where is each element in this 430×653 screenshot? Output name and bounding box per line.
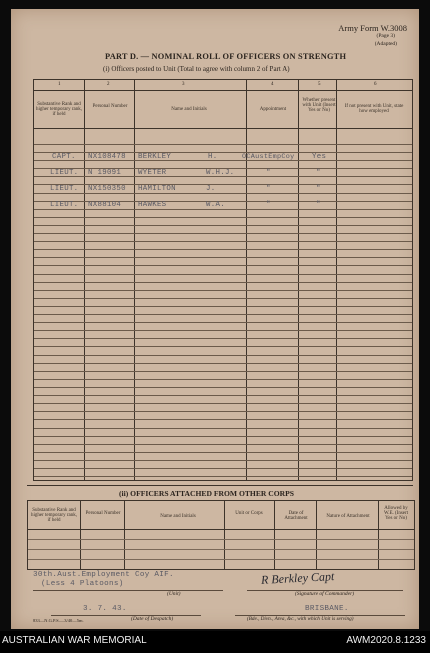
row-3-rank: LIEUT. xyxy=(50,185,79,193)
col-number-4: 4 xyxy=(271,82,274,87)
ruled-line xyxy=(34,298,412,299)
ruled-line xyxy=(34,460,412,461)
printer-code: 833—N.G.P.S.—3/40—5m. xyxy=(33,618,84,623)
ruled-line xyxy=(34,322,412,323)
commander-signature: R Berkley Capt xyxy=(260,569,335,587)
row-1-number: NX108478 xyxy=(88,153,126,161)
header-personal-number: Personal Number xyxy=(92,104,128,109)
ruled-line xyxy=(34,249,412,250)
att-header-divider xyxy=(28,529,414,530)
ruled-line xyxy=(34,274,412,275)
ruled-line xyxy=(34,411,412,412)
row-4-rank: LIEUT. xyxy=(50,201,79,209)
ruled-line xyxy=(34,257,412,258)
ruled-line xyxy=(34,330,412,331)
ruled-line xyxy=(34,290,412,291)
ruled-line xyxy=(34,209,412,210)
col-line-1 xyxy=(84,80,85,480)
header-divider xyxy=(34,128,412,129)
row-4-name: HAWKES xyxy=(138,201,167,209)
att-row-3 xyxy=(28,559,414,560)
header-present: Whether present with Unit (Insert Yes or No) xyxy=(302,98,336,113)
ruled-line xyxy=(34,419,412,420)
unit-label: (Unit) xyxy=(167,591,181,597)
ruled-line xyxy=(34,355,412,356)
col-number-6: 6 xyxy=(374,82,377,87)
part-d-subtitle: (i) Officers posted to Unit (Total to agree with column 2 of Part A) xyxy=(103,65,290,73)
row-4-present: " xyxy=(316,201,321,209)
unit-line xyxy=(33,590,223,591)
att-header-rank: Substantive Rank and higher temporary rank, if held xyxy=(31,508,77,523)
row-2-appointment: " xyxy=(266,169,271,177)
unit-typed: 30th.Aust.Employment Coy AIF. xyxy=(33,571,174,579)
ruled-line xyxy=(34,306,412,307)
form-page xyxy=(11,9,419,629)
ruled-line xyxy=(34,225,412,226)
date-line xyxy=(51,615,201,616)
attached-officers-table xyxy=(27,500,415,570)
archive-name: AUSTRALIAN WAR MEMORIAL xyxy=(2,635,147,646)
row-2-name: WYETER xyxy=(138,169,167,177)
row-3-name: HAMILTON xyxy=(138,185,176,193)
row-4-number: NX88104 xyxy=(88,201,122,209)
ruled-line xyxy=(34,444,412,445)
att-row-1 xyxy=(28,539,414,540)
page-note: (Page 3) xyxy=(376,33,395,39)
part-ii-rule xyxy=(27,485,413,486)
serving-place: BRISBANE. xyxy=(305,605,349,613)
row-3-present: " xyxy=(316,185,321,193)
archive-id: AWM2020.8.1233 xyxy=(346,635,426,646)
col-line-3 xyxy=(246,80,247,480)
att-header-nature: Nature of Attachment xyxy=(326,514,370,519)
ruled-line xyxy=(34,371,412,372)
ruled-line xyxy=(34,241,412,242)
row-1-present: Yes xyxy=(312,153,327,161)
row-3-appointment: " xyxy=(266,185,271,193)
row-1-appointment: OCAustEmpCoy xyxy=(242,153,295,161)
col-number-2: 2 xyxy=(107,82,110,87)
att-header-number: Personal Number xyxy=(85,511,121,516)
att-header-allowed: Allowed by W.E. (Insert Yes or No) xyxy=(383,506,409,521)
row-1-name: BERKLEY xyxy=(138,153,172,161)
row-2-number: N 19091 xyxy=(88,169,122,177)
col-line-2 xyxy=(134,80,135,480)
officers-on-strength-table xyxy=(33,79,413,481)
despatch-date: 3. 7. 43. xyxy=(83,605,127,613)
row-4-appointment: " xyxy=(266,201,271,209)
header-rank: Substantive Rank and higher temporary rank, if held xyxy=(36,102,82,117)
ruled-line xyxy=(34,282,412,283)
part-ii-title: (ii) OFFICERS ATTACHED FROM OTHER CORPS xyxy=(119,489,295,498)
signature-label: (Signature of Commander) xyxy=(295,591,355,597)
ruled-line xyxy=(34,428,412,429)
col-number-1: 1 xyxy=(58,82,61,87)
ruled-line xyxy=(34,193,412,194)
att-header-unit: Unit or Corps xyxy=(235,511,263,516)
col-number-3: 3 xyxy=(182,82,185,87)
row-1-initials: H. xyxy=(208,153,218,161)
part-d-title: PART D. — NOMINAL ROLL OF OFFICERS ON STRENGTH xyxy=(105,52,347,61)
col-line-4 xyxy=(298,80,299,480)
ruled-line xyxy=(34,265,412,266)
ruled-line xyxy=(34,476,412,477)
att-header-date: Date of Attachment xyxy=(284,511,308,521)
ruled-line xyxy=(34,217,412,218)
row-4-initials: W.A. xyxy=(206,201,225,209)
header-name: Name and Initials xyxy=(171,107,207,112)
col-number-divider xyxy=(34,90,412,91)
ruled-line xyxy=(34,144,412,145)
date-label: (Date of Despatch) xyxy=(131,616,174,622)
col-line-5 xyxy=(336,80,337,480)
ruled-line xyxy=(34,338,412,339)
header-how-employed: If not present with Unit, state how employed xyxy=(344,104,404,114)
ruled-line xyxy=(34,363,412,364)
row-1-rank: CAPT. xyxy=(52,153,76,161)
col-number-5: 5 xyxy=(318,82,321,87)
ruled-line xyxy=(34,314,412,315)
archive-footer xyxy=(0,631,430,653)
adapted-note: (Adapted) xyxy=(374,41,397,47)
ruled-line xyxy=(34,379,412,380)
ruled-line xyxy=(34,395,412,396)
att-row-2 xyxy=(28,549,414,550)
ruled-line xyxy=(34,452,412,453)
ruled-line xyxy=(34,387,412,388)
row-2-rank: LIEUT. xyxy=(50,169,79,177)
row-3-number: NX150350 xyxy=(88,185,126,193)
ruled-line xyxy=(34,436,412,437)
header-appointment: Appointment xyxy=(259,107,287,112)
ruled-line xyxy=(34,468,412,469)
ruled-line xyxy=(34,233,412,234)
row-2-present: " xyxy=(316,169,321,177)
unit-typed-2: (Less 4 Platoons) xyxy=(41,580,124,588)
att-header-name: Name and Initials xyxy=(160,514,196,519)
place-label: (Bde., Divn., Area, &c., with which Unit is serving) xyxy=(247,616,354,622)
ruled-line xyxy=(34,403,412,404)
ruled-line xyxy=(34,346,412,347)
row-3-initials: J. xyxy=(206,185,216,193)
army-form-number: Army Form W.3008 xyxy=(338,23,407,33)
row-2-initials: W.H.J. xyxy=(206,169,235,177)
